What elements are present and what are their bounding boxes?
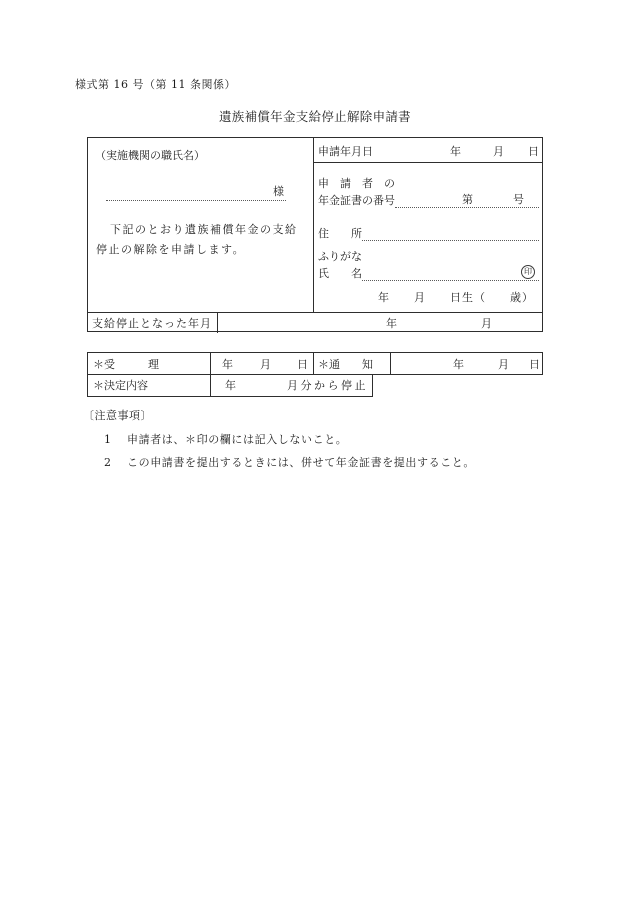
decision-label: ＊決定内容 [88, 375, 211, 396]
statement-line-1: 下記のとおり遺族補償年金の支給 [110, 223, 298, 236]
furigana-label: ふりがな [318, 250, 362, 263]
notice-label: ＊通 知 [314, 353, 391, 374]
seal-icon: 印 [521, 265, 535, 279]
agency-name-label: （実施機関の職氏名） [95, 149, 205, 162]
notice-date-cell [391, 353, 542, 374]
decision-row [87, 375, 373, 397]
year-marker: 年 [386, 317, 397, 330]
receipt-label: ＊受 理 [88, 353, 211, 374]
suspension-label: 支給停止となった年月 [88, 313, 218, 333]
certificate-number-field [395, 194, 539, 208]
month-marker: 月 [481, 317, 492, 330]
note-number: 1 [104, 433, 111, 446]
month-marker: 月 [498, 358, 509, 371]
decision-value: 月分から停止 [287, 379, 368, 392]
recipient-name-field [106, 185, 286, 201]
number-suffix: 号 [513, 193, 524, 207]
name-field [362, 267, 539, 281]
honorific-label: 様 [273, 185, 284, 198]
note-number: 2 [104, 456, 111, 469]
certificate-number-row [318, 194, 539, 208]
month-marker: 月 [493, 145, 504, 158]
certificate-number-label: 年金証書の番号 [318, 194, 395, 208]
year-marker: 年 [225, 379, 236, 392]
day-marker: 日 [528, 145, 539, 158]
application-date-label: 申請年月日 [318, 145, 373, 158]
application-table-main [88, 138, 542, 312]
applicant-column [314, 138, 542, 312]
day-marker: 日 [297, 358, 308, 371]
note-text: 申請者は、＊印の欄には記入しないこと。 [127, 433, 348, 446]
name-label: 氏 名 [318, 267, 362, 281]
office-use-table [87, 352, 543, 397]
address-field [362, 227, 539, 241]
note-text: この申請書を提出するときには、併せて年金証書を提出すること。 [127, 456, 475, 469]
applicant-info-cell [314, 163, 542, 312]
month-marker: 月 [260, 358, 271, 371]
application-table [87, 137, 543, 332]
year-marker: 年 [453, 358, 464, 371]
note-item [104, 433, 347, 447]
suspension-value-cell [218, 313, 542, 333]
form-number: 様式第 16 号（第 11 条関係） [75, 78, 236, 91]
address-row [318, 227, 539, 241]
address-label: 住 所 [318, 227, 362, 241]
number-prefix: 第 [462, 193, 473, 207]
note-item [104, 456, 475, 470]
day-marker: 日 [529, 358, 540, 371]
receipt-notice-row [87, 352, 543, 375]
statement-line-2: 停止の解除を申請します。 [96, 243, 246, 256]
recipient-cell [88, 138, 314, 312]
receipt-date-cell [211, 353, 314, 374]
name-row [318, 267, 539, 281]
page-title: 遺族補償年金支給停止解除申請書 [218, 109, 411, 124]
decision-value-cell [211, 375, 372, 396]
year-marker: 年 [222, 358, 233, 371]
birthdate-line: 年 月 日生（ 歳） [378, 291, 534, 304]
application-date-row [314, 138, 542, 163]
applicant-label: 申 請 者 の [318, 177, 395, 190]
suspension-row [88, 312, 542, 333]
notes-heading: 〔注意事項〕 [83, 409, 152, 422]
year-marker: 年 [450, 145, 461, 158]
